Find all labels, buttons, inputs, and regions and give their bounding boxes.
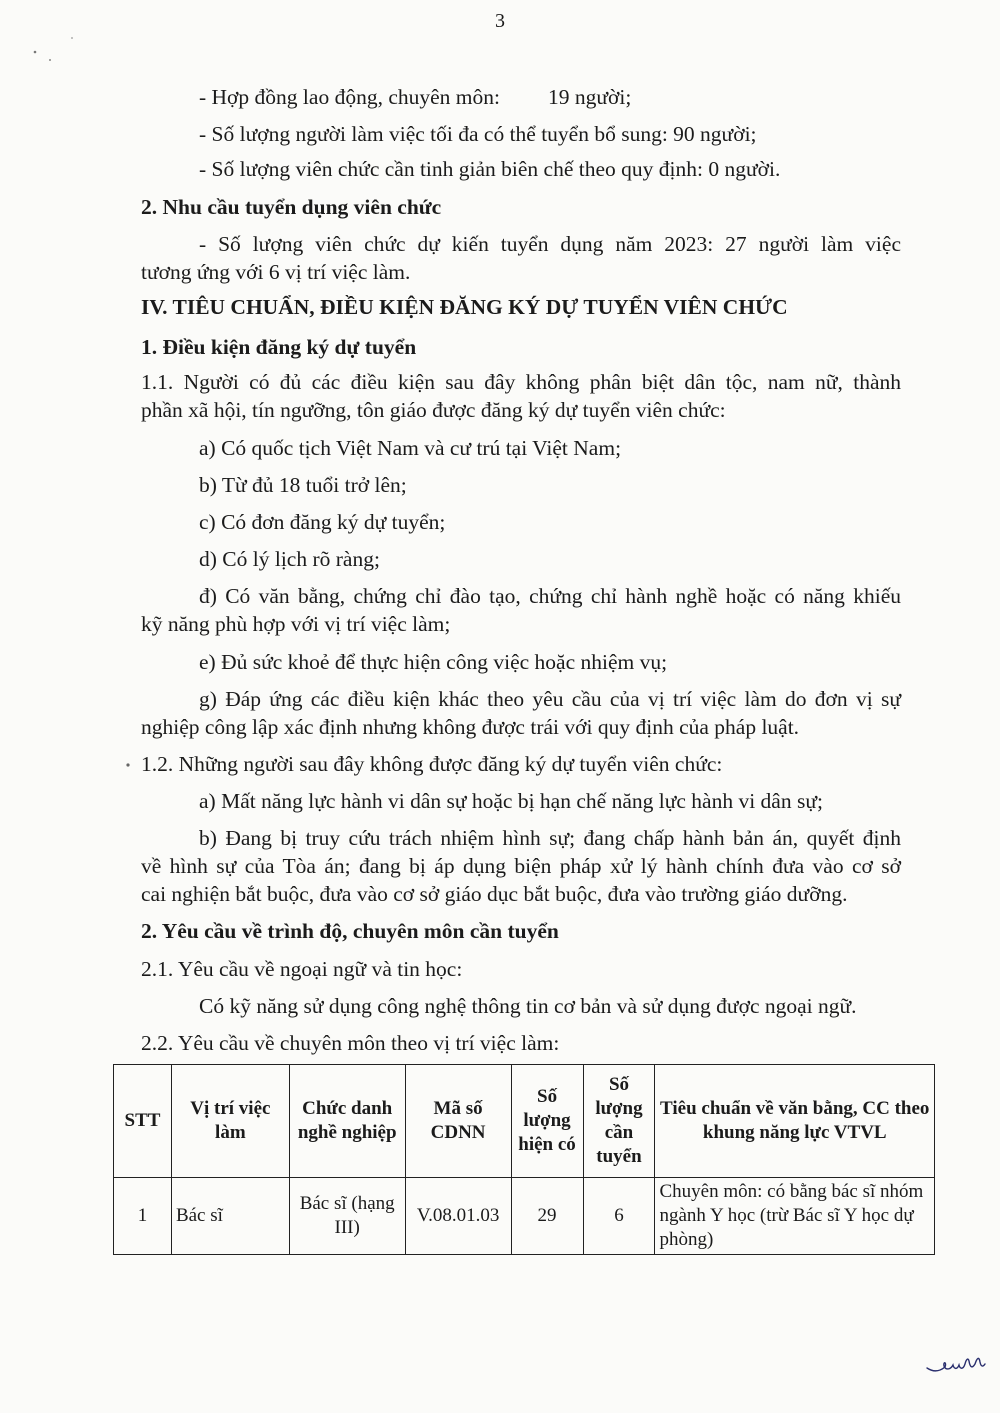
- header-current-count: Số lượng hiện có: [511, 1065, 583, 1178]
- item-2-2: 2.2. Yêu cầu về chuyên môn theo vị trí việc làm:: [141, 1031, 560, 1055]
- part-4-heading: IV. TIÊU CHUẨN, ĐIỀU KIỆN ĐĂNG KÝ DỰ TUYỂN VIÊN CHỨC: [141, 295, 788, 319]
- exclusion-a: a) Mất năng lực hành vi dân sự hoặc bị hạn chế năng lực hành vi dân sự;: [199, 789, 823, 813]
- initials-signature: [925, 1352, 987, 1376]
- header-needed-count: Số lượng cần tuyển: [583, 1065, 655, 1178]
- condition-g-line-1: g) Đáp ứng các điều kiện khác theo yêu cầu của vị trí việc làm do đơn vị sự: [199, 687, 901, 711]
- condition-dd-line-1: đ) Có văn bằng, chứng chỉ đào tạo, chứng chỉ hành nghề hoặc có năng khiếu: [199, 584, 901, 608]
- position-requirements-table: [113, 1064, 935, 1255]
- section-2-heading: 2. Nhu cầu tuyển dụng viên chức: [141, 195, 442, 219]
- item-2-1: 2.1. Yêu cầu về ngoại ngữ và tin học:: [141, 957, 463, 981]
- exclusion-b-line-1: b) Đang bị truy cứu trách nhiệm hình sự; đang chấp hành bản án, quyết định: [199, 826, 901, 850]
- header-position: Vị trí việc làm: [171, 1065, 289, 1178]
- condition-c: c) Có đơn đăng ký dự tuyển;: [199, 510, 446, 534]
- header-stt: STT: [114, 1065, 172, 1178]
- item-1-2: 1.2. Những người sau đây không được đăng ký dự tuyển viên chức:: [141, 752, 723, 776]
- sub-2-heading: 2. Yêu cầu về trình độ, chuyên môn cần tuyển: [141, 919, 559, 943]
- header-criteria: Tiêu chuẩn về văn bằng, CC theo khung năng lực VTVL: [655, 1065, 935, 1178]
- condition-a: a) Có quốc tịch Việt Nam và cư trú tại Việt Nam;: [199, 436, 622, 460]
- sub-1-heading: 1. Điều kiện đăng ký dự tuyển: [141, 335, 417, 359]
- max-staff-line: - Số lượng người làm việc tối đa có thể tuyển bổ sung: 90 người;: [199, 122, 757, 146]
- item-1-1-line-2: phần xã hội, tín ngưỡng, tôn giáo được đăng ký dự tuyển viên chức:: [141, 398, 726, 422]
- item-1-1-line-1: 1.1. Người có đủ các điều kiện sau đây không phân biệt dân tộc, nam nữ, thành: [141, 370, 901, 394]
- recruit-plan-line-2: tương ứng với 6 vị trí việc làm.: [141, 260, 411, 284]
- condition-e: e) Đủ sức khoẻ để thực hiện công việc hoặc nhiệm vụ;: [199, 650, 668, 674]
- cell-position: Bác sĩ: [171, 1178, 289, 1255]
- cell-code: V.08.01.03: [405, 1178, 511, 1255]
- item-2-1-text: Có kỹ năng sử dụng công nghệ thông tin cơ bản và sử dụng được ngoại ngữ.: [199, 994, 857, 1018]
- recruit-plan-line-1: - Số lượng viên chức dự kiến tuyển dụng năm 2023: 27 người làm việc: [199, 232, 901, 256]
- page-number: 3: [495, 10, 505, 32]
- cell-current-count: 29: [511, 1178, 583, 1255]
- cell-criteria: Chuyên môn: có bằng bác sĩ nhóm ngành Y học (trừ Bác sĩ Y học dự phòng): [655, 1178, 935, 1255]
- cell-needed-count: 6: [583, 1178, 655, 1255]
- table-header-row: [114, 1065, 935, 1178]
- contract-staff-value: 19 người;: [547, 85, 632, 109]
- cell-title: Bác sĩ (hạng III): [289, 1178, 405, 1255]
- exclusion-b-line-2: về hình sự của Tòa án; đang bị áp dụng biện pháp xử lý hành chính đưa vào cơ sở: [141, 854, 901, 878]
- cell-stt: 1: [114, 1178, 172, 1255]
- header-title: Chức danh nghề nghiệp: [289, 1065, 405, 1178]
- condition-g-line-2: nghiệp công lập xác định nhưng không được trái với quy định của pháp luật.: [141, 715, 800, 739]
- table-row: [114, 1178, 935, 1255]
- condition-b: b) Từ đủ 18 tuổi trở lên;: [199, 473, 407, 497]
- condition-dd-line-2: kỹ năng phù hợp với vị trí việc làm;: [141, 612, 451, 636]
- streamline-line: - Số lượng viên chức cần tinh giản biên chế theo quy định: 0 người.: [199, 157, 781, 181]
- contract-staff-line: [199, 83, 631, 111]
- header-code: Mã số CDNN: [405, 1065, 511, 1178]
- condition-d: d) Có lý lịch rõ ràng;: [199, 547, 380, 571]
- contract-staff-label: - Hợp đồng lao động, chuyên môn:: [199, 85, 500, 109]
- exclusion-b-line-3: cai nghiện bắt buộc, đưa vào cơ sở giáo dục bắt buộc, đưa vào trường giáo dưỡng.: [141, 882, 848, 906]
